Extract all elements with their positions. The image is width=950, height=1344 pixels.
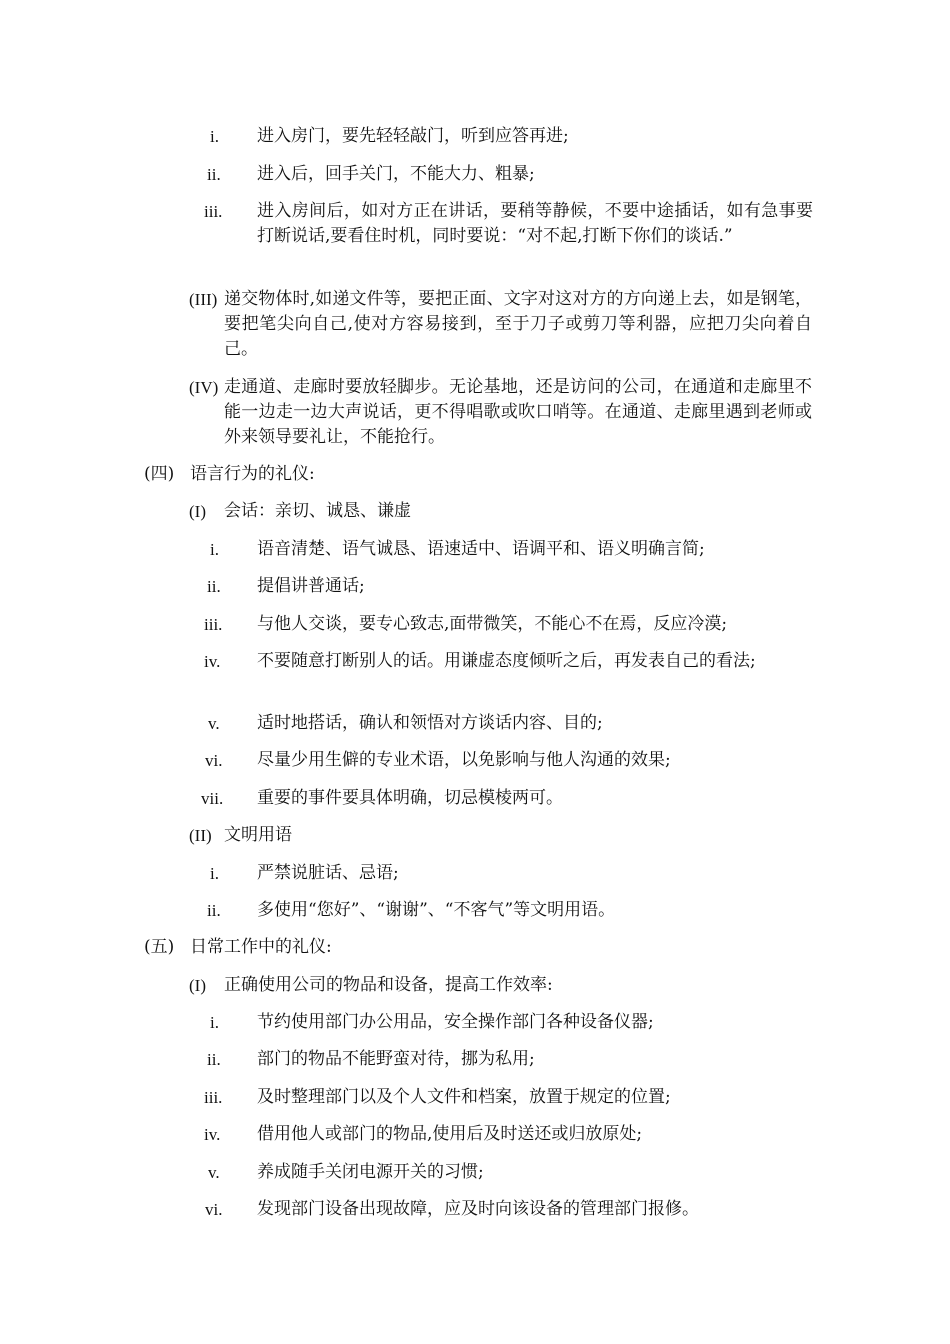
item-text: 部门的物品不能野蛮对待，挪为私用; [257,1049,535,1069]
item-number: v. [208,714,220,733]
item-text: 不要随意打断别人的话。用谦虚态度倾听之后，再发表自己的看法; [257,651,756,671]
subsection-number: (II) [189,826,212,845]
item-number: iii. [204,615,223,634]
item-number: iv. [204,1125,221,1144]
subsection-title: 会话：亲切、诚恳、谦虚 [224,501,411,521]
item-text: 严禁说脏话、忌语; [257,863,399,883]
item-number: iii. [204,202,223,221]
item-number: vii. [201,789,224,808]
section-title: 语言行为的礼仪: [190,464,315,484]
item-text: 尽量少用生僻的专业术语，以免影响与他人沟通的效果; [257,750,671,770]
item-number: iii. [204,1088,223,1107]
item-text: 重要的事件要具体明确，切忌模棱两可。 [257,788,563,808]
item-text: 进入后，回手关门，不能大力、粗暴; [257,164,535,184]
item-text: 借用他人或部门的物品,使用后及时送还或归放原处; [257,1124,643,1144]
item-text: 与他人交谈，要专心致志,面带微笑，不能心不在焉，反应冷漠; [257,614,728,634]
item-number: ii. [207,901,221,920]
item-number: vi. [205,1200,223,1219]
item-text: 进入房门，要先轻轻敲门，听到应答再进; [257,126,569,146]
item-number: ii. [207,577,221,596]
item-text: 养成随手关闭电源开关的习惯; [257,1162,484,1182]
subsection-number: (I) [189,976,206,995]
item-text: 走通道、走廊时要放轻脚步。无论基地，还是访问的公司，在通道和走廊里不能一边走一边大声说话，更不得唱歌或吹口哨等。在通道、走廊里遇到老师或外来领导要礼让，不能抢行。 [224,377,812,447]
item-text: 提倡讲普通话; [257,576,365,596]
subsection-number: (I) [189,502,206,521]
item-text: 节约使用部门办公用品，安全操作部门各种设备仪器; [257,1012,654,1032]
item-number: iv. [204,652,221,671]
item-text: 语音清楚、语气诚恳、语速适中、语调平和、语义明确言简; [257,539,705,559]
item-number: ii. [207,1050,221,1069]
item-text: 发现部门设备出现故障，应及时向该设备的管理部门报修。 [257,1199,699,1219]
item-number: vi. [205,751,223,770]
item-number: i. [210,1013,219,1032]
item-number: (III) [189,290,218,309]
item-number: i. [210,864,219,883]
item-text: 及时整理部门以及个人文件和档案，放置于规定的位置; [257,1087,671,1107]
item-number: (IV) [189,378,219,397]
item-text: 进入房间后，如对方正在讲话，要稍等静候，不要中途插话，如有急事要打断说话,要看住时机，同时要说：“对不起,打断下你们的谈话.” [257,201,813,246]
subsection-title: 文明用语 [224,825,292,845]
item-number: i. [210,540,219,559]
item-text: 递交物体时,如递文件等，要把正面、文字对这对方的方向递上去，如是钢笔，要把笔尖向自己,使对方容易接到，至于刀子或剪刀等利器，应把刀尖向着自己。 [224,289,812,359]
section-number: (五) [144,937,175,957]
item-number: ii. [207,165,221,184]
item-text: 适时地搭话，确认和领悟对方谈话内容、目的; [257,713,603,733]
item-number: v. [208,1163,220,1182]
item-text: 多使用“您好”、“谢谢”、“不客气”等文明用语。 [257,900,616,920]
item-number: i. [210,127,219,146]
section-number: (四) [144,464,175,484]
subsection-title: 正确使用公司的物品和设备，提高工作效率: [224,975,553,995]
section-title: 日常工作中的礼仪: [190,937,332,957]
